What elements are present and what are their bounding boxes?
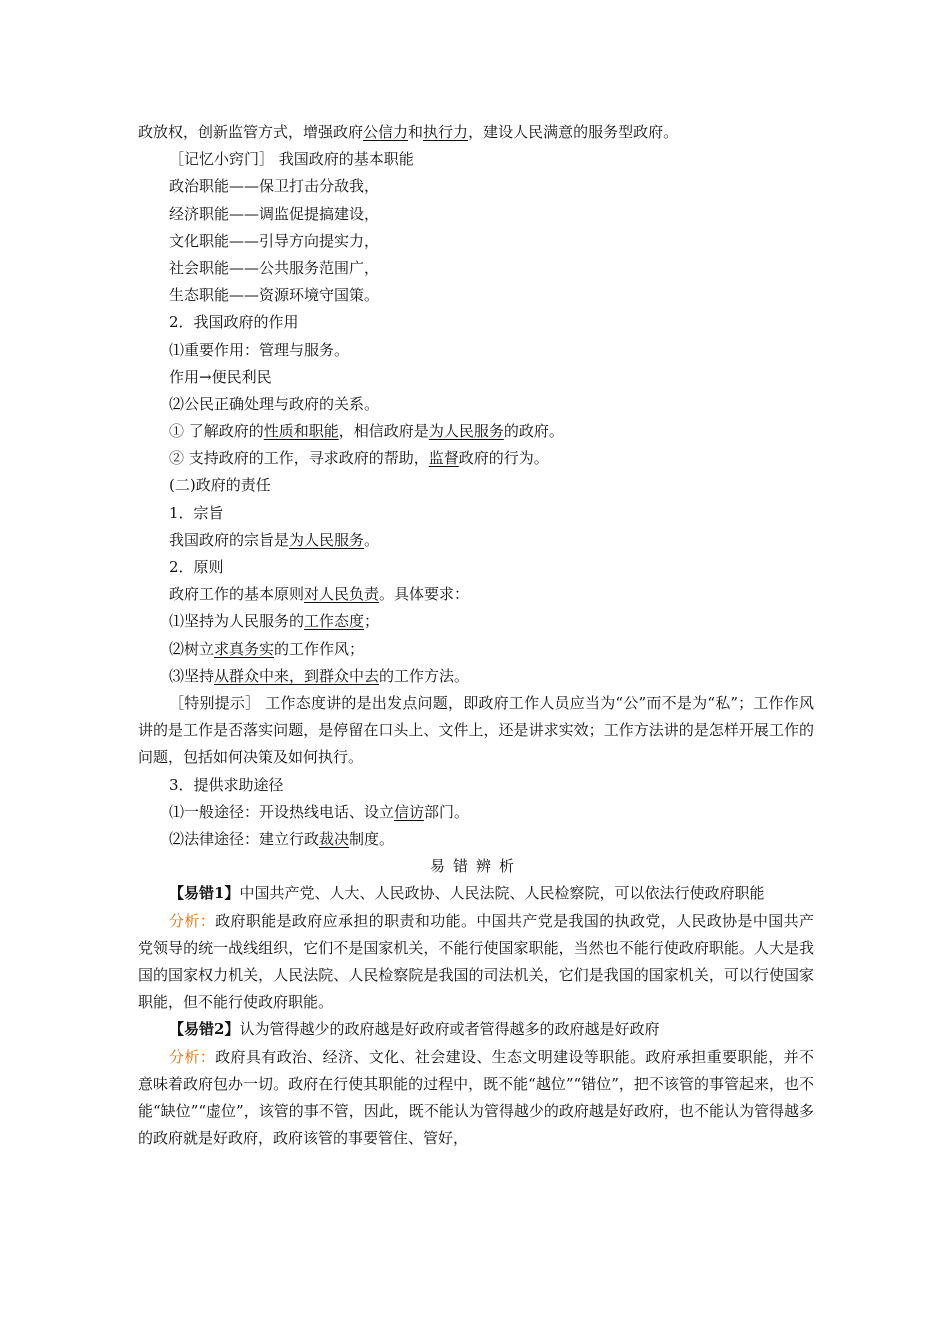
- special-tip-paragraph: ［特别提示］ 工作态度讲的是出发点问题，即政府工作人员应当为“公”而不是为“私”；工作作风讲的是工作是否落实问题，是停留在口头上、文件上，还是讲求实效；工作方法讲的是怎样开展工作的问题，包括如何决策及如何执行。: [138, 693, 814, 767]
- text: 政放权，创新监管方式，增强政府: [138, 123, 364, 141]
- line-legal-channel: [138, 826, 814, 853]
- error-1-analysis: [138, 908, 814, 1017]
- line-attitude: [138, 608, 814, 635]
- text: 部门。: [424, 802, 470, 821]
- text: ⑴坚持为人民服务的: [169, 612, 305, 631]
- underlined-term: 执行力: [423, 123, 469, 141]
- line-general-channel: [138, 799, 814, 826]
- heading-government-role: 2．我国政府的作用: [169, 313, 299, 332]
- heading-responsibility: (二)政府的责任: [169, 476, 271, 495]
- memory-line-political: 政治职能——保卫打击分敌我，: [169, 177, 380, 196]
- error-1-label: 【易错1】: [169, 884, 240, 903]
- error-2-label: 【易错2】: [169, 1020, 240, 1039]
- document-page: [138, 119, 814, 1152]
- text: 我国政府的宗旨是: [169, 530, 290, 549]
- line-role-arrow: 作用→便民利民: [169, 367, 272, 386]
- underlined-term: 求真务实: [214, 639, 275, 658]
- line-understand: [138, 418, 814, 445]
- line-important-role: ⑴重要作用：管理与服务。: [169, 340, 350, 359]
- line-1: [138, 119, 814, 146]
- memory-line-cultural: 文化职能——引导方向提实力，: [169, 231, 380, 250]
- text: ⑶坚持: [169, 666, 215, 685]
- text: ⑵树立: [169, 639, 215, 658]
- text: 的工作作风；: [274, 639, 365, 658]
- error-2-analysis: [138, 1044, 814, 1153]
- text: 和: [408, 123, 424, 141]
- underlined-term: 性质和职能: [263, 422, 339, 441]
- line-citizen-relation: ⑵公民正确处理与政府的关系。: [169, 394, 380, 413]
- error-2-statement: [138, 1016, 814, 1043]
- text: 政府工作的基本原则: [169, 585, 305, 604]
- underlined-term: 从群众中来，到群众中去: [214, 666, 380, 685]
- text: ⑴一般途径：开设热线电话、设立: [169, 802, 395, 821]
- analysis-text: 政府职能是政府应承担的职责和功能。中国共产党是我国的执政党，人民政协是中国共产党领导的统一战线组织，它们不是国家机关，不能行使国家职能，当然也不能行使政府职能。人大是我国的国家权力机关，人民法院、人民检察院是我国的司法机关，它们是我国的国家机关，可以行使国家职能，但不能行使政府职能。: [138, 911, 814, 1012]
- text: ，建设人民满意的服务型政府。: [468, 123, 679, 141]
- line-principle: [138, 581, 814, 608]
- analysis-label: 分析：: [169, 911, 216, 930]
- underlined-term: 公信力: [363, 123, 409, 141]
- line-support: [138, 445, 814, 472]
- text: 的工作方法。: [379, 666, 470, 685]
- line-style: [138, 636, 814, 663]
- heading-purpose: 1．宗旨: [169, 503, 224, 522]
- underlined-term: 为人民服务: [289, 530, 365, 549]
- text: ② 支持政府的工作，寻求政府的帮助，: [169, 449, 429, 468]
- error-1-text: 中国共产党、人大、人民政协、人民法院、人民检察院，可以依法行使政府职能: [239, 884, 765, 903]
- text: ；: [364, 612, 380, 631]
- text: 制度。: [349, 829, 395, 848]
- analysis-text: 政府具有政治、经济、文化、社会建设、生态文明建设等职能。政府承担重要职能，并不意味着政府包办一切。政府在行使其职能的过程中，既不能“越位”“错位”，把不该管的事管起来，也不能“缺位”“虚位”，该管的事不管，因此，既不能认为管得越少的政府越是好政府，也不能认为管得越多的政府就是好政府，政府该管的事要管住、管好，: [138, 1047, 814, 1148]
- memory-tip-heading: ［记忆小窍门］ 我国政府的基本职能: [169, 150, 414, 169]
- text: ⑵法律途径：建立行政: [169, 829, 320, 848]
- underlined-term: 裁决: [319, 829, 350, 848]
- memory-line-economic: 经济职能——调监促提搞建设，: [169, 204, 380, 223]
- memory-line-social: 社会职能——公共服务范围广，: [169, 258, 380, 277]
- line-purpose: [138, 527, 814, 554]
- error-1-statement: [138, 880, 814, 907]
- memory-line-ecological: 生态职能——资源环境守国策。: [169, 286, 380, 305]
- text: 。具体要求：: [379, 585, 470, 604]
- text: 的政府。: [503, 422, 564, 441]
- underlined-term: 为人民服务: [428, 422, 504, 441]
- underlined-term: 工作态度: [304, 612, 365, 631]
- text: ，相信政府是: [338, 422, 429, 441]
- text: 政府的行为。: [458, 449, 549, 468]
- heading-help-channels: 3．提供求助途径: [169, 775, 284, 794]
- text: 。: [364, 530, 380, 549]
- analysis-label: 分析：: [169, 1047, 216, 1066]
- underlined-term: 对人民负责: [304, 585, 380, 604]
- heading-principle: 2．原则: [169, 558, 224, 576]
- line-method: [138, 663, 814, 690]
- text: ① 了解政府的: [169, 422, 264, 441]
- underlined-term: 信访: [394, 802, 425, 821]
- error-2-text: 认为管得越少的政府越是好政府或者管得越多的政府越是好政府: [239, 1020, 660, 1039]
- underlined-term: 监督: [428, 449, 459, 468]
- section-title: 易错辨析: [429, 857, 522, 876]
